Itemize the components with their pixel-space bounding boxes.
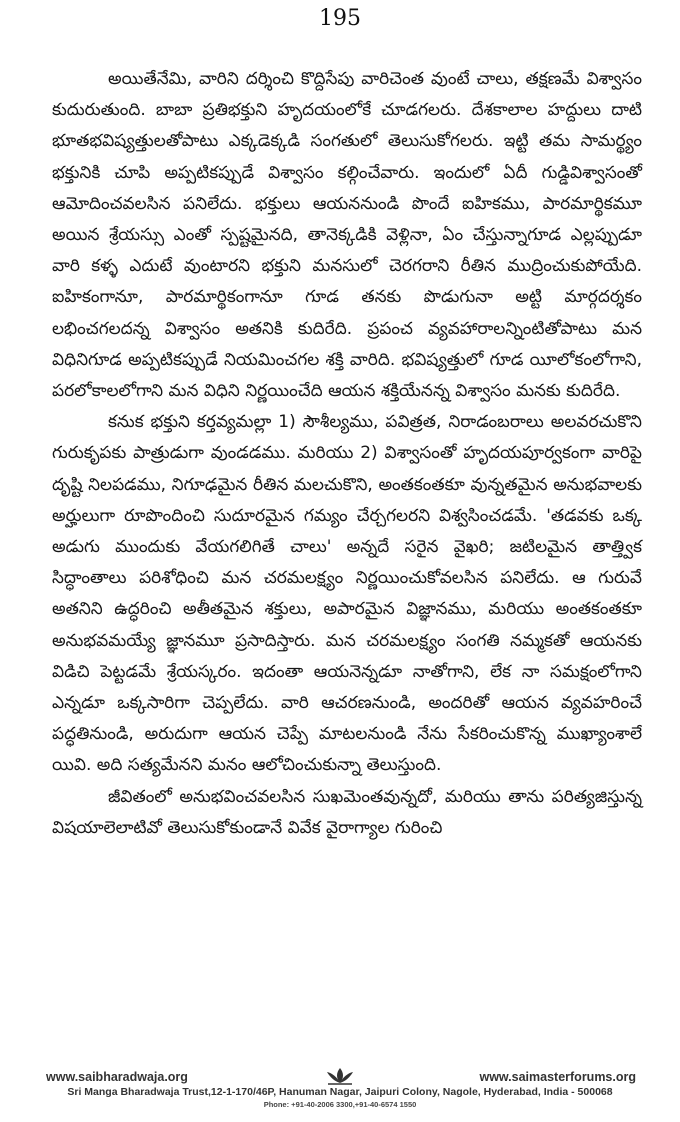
footer-left-url[interactable]: www.saibharadwaja.org [46, 1070, 188, 1084]
page-footer [0, 1064, 680, 1122]
footer-phone: Phone: +91-40-2006 3300,+91-40-6574 1550 [263, 1100, 417, 1109]
lotus-icon [322, 1066, 358, 1086]
paragraph-2: కనుక భక్తుని కర్తవ్యమల్లా 1) సౌశీల్యము, పవిత్రత, నిరాడంబరాలు అలవరచుకొని గురుకృపకు పాత్రుడుగా వుండడము. మరియు 2) విశ్వాసంతో హృదయపూర్వకంగా వారిపై దృష్టి నిలపడము, నిగూఢమైన రీతిన మలచుకొని, అంతకంతకూ వున్నతమైన అనుభవాలకు అర్హులుగా రూపొందించి సుదూరమైన గమ్యం చేర్చగలరని విశ్వసించడమే. 'తడవకు ఒక్క అడుగు ముందుకు వేయగలిగితే చాలు' అన్నదే సరైన వైఖరి; జటిలమైన తాత్త్విక సిద్ధాంతాలు పరిశోధించి మన చరమలక్ష్యం నిర్ణయించుకోవలసిన పనిలేదు. ఆ గురువే అతనిని ఉద్ధరించి అతీతమైన శక్తులు, అపారమైన విజ్ఞానము, మరియు అంతకంతకూ అనుభవమయ్యే జ్ఞానమూ ప్రసాదిస్తారు. మన చరమలక్ష్యం సంగతి నమ్మకతో ఆయనకు విడిచి పెట్టడమే శ్రేయస్కరం. ఇదంతా ఆయనెన్నడూ నాతోగాని, లేక నా సమక్షంలోగాని ఎన్నడూ ఒక్కసారిగా చెప్పలేదు. వారి ఆచరణనుండి, అందరితో ఆయన వ్యవహరించే పద్ధతినుండి, అరుదుగా ఆయన చెప్పే మాటలనుండి నేను సేకరించుకొన్న ముఖ్యాంశాలే యివి. అది సత్యమేనని మనం ఆలోచించుకున్నా తెలుస్తుంది. [52, 412, 642, 776]
page-number: 195 [319, 6, 361, 31]
footer-address: Sri Manga Bharadwaja Trust,12-1-170/46P, Hanuman Nagar, Jaipuri Colony, Nagole, Hyderabad, India - 500068 [67, 1086, 613, 1098]
footer-right-url[interactable]: www.saimasterforums.org [479, 1070, 636, 1084]
body-text [52, 64, 642, 844]
paragraph-3: జీవితంలో అనుభవించవలసిన సుఖమెంతవున్నదో, మరియు తాను పరిత్యజిస్తున్న విషయాలెలాటివో తెలుసుకోకుండానే వివేక వైరాగ్యాల గురించి [52, 786, 642, 838]
paragraph-1: అయితేనేమి, వారిని దర్శించి కొద్దిసేపు వారిచెంత వుంటే చాలు, తక్షణమే విశ్వాసం కుదురుతుంది. బాబా ప్రతిభక్తుని హృదయంలోకే చూడగలరు. దేశకాలాల హద్దులు దాటి భూతభవిష్యత్తులతోపాటు ఎక్కడెక్కడి సంగతులో తెలుసుకోగలరు. ఇట్టి తమ సామర్థ్యం భక్తునికి చూపి అప్పటికప్పుడే విశ్వాసం కల్గించేవారు. ఇందులో ఏదీ గుడ్డివిశ్వాసంతో ఆమోదించవలసిన పనిలేదు. భక్తులు ఆయననుండి పొందే ఐహికము, పారమార్థికమూ అయిన శ్రేయస్సు ఎంతో స్పష్టమైనది, తానెక్కడికి వెళ్లినా, ఏం చేస్తున్నాగూడ ఎల్లప్పుడూ వారి కళ్ళ ఎదుటే వుంటారని భక్తుని మనసులో చెరగరాని రీతిన ముద్రించుకుపోయేది. ఐహికంగానూ, పారమార్థికంగానూ గూడ తనకు పొడుగునా అట్టి మార్గదర్శకం లభించగలదన్న విశ్వాసం అతనికి కుదిరేది. ప్రపంచ వ్యవహారాలన్నింటితోపాటు మన విధినిగూడ అప్పటికప్పుడే నియమించగల శక్తి వారిది. భవిష్యత్తులో గూడ యీలోకంలోగాని, పరలోకాలలోగాని మన విధిని నిర్ణయించేది ఆయన శక్తియేనన్న విశ్వాసం మనకు కుదిరేది. [52, 69, 642, 402]
